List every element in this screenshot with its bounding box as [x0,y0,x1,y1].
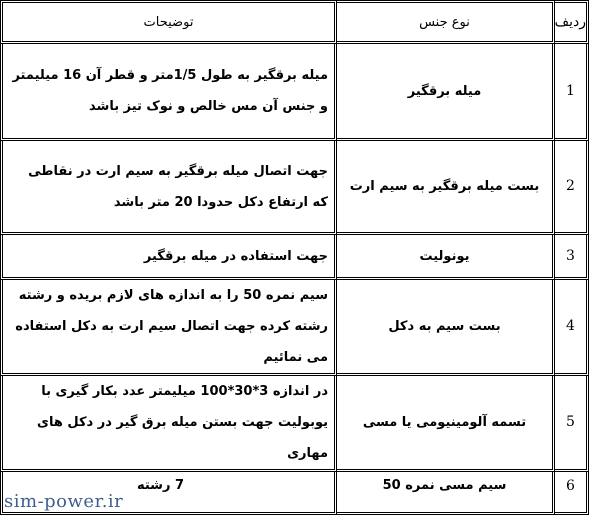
table-row [0,235,589,280]
table-row [0,280,589,376]
row-type: بست سیم به دکل [337,280,555,376]
row-description: میله برقگیر به طول 1/5متر و قطر آن 16 میلیمتر و جنس آن مس خالص و نوک تیز باشد [0,44,337,141]
row-type: میله برقگیر [337,44,555,141]
row-description: جهت اتصال میله برقگیر به سیم ارت در نقاطی که ارتفاع دکل حدودا 20 متر باشد [0,141,337,235]
row-index: 5 [555,376,589,472]
row-type: بست میله برقگیر به سیم ارت [337,141,555,235]
table-row [0,376,589,472]
row-description: جهت استفاده در میله برقگیر [0,235,337,280]
row-description: 7 رشته [0,472,337,515]
table-row [0,44,589,141]
row-type: تسمه آلومینیومی یا مسی [337,376,555,472]
row-description: در اندازه 3*30*100 میلیمتر عدد بکار گیری با یوبولیت جهت بستن میله برق گیر در دکل های مهاری [0,376,337,472]
row-index: 6 [555,472,589,515]
row-description: سیم نمره 50 را به اندازه های لازم بریده و رشته رشته کرده جهت اتصال سیم ارت به دکل استفاده می نمائیم [0,280,337,376]
row-index: 4 [555,280,589,376]
header-type: نوع جنس [337,0,555,44]
row-type: یونولیت [337,235,555,280]
table-header-row [0,0,589,44]
row-index: 1 [555,44,589,141]
row-index: 3 [555,235,589,280]
table-row [0,141,589,235]
header-index: ردیف [555,0,589,44]
watermark-text: sim-power.ir [4,491,124,512]
header-description: توضیحات [0,0,337,44]
row-type: سیم مسی نمره 50 [337,472,555,515]
row-index: 2 [555,141,589,235]
